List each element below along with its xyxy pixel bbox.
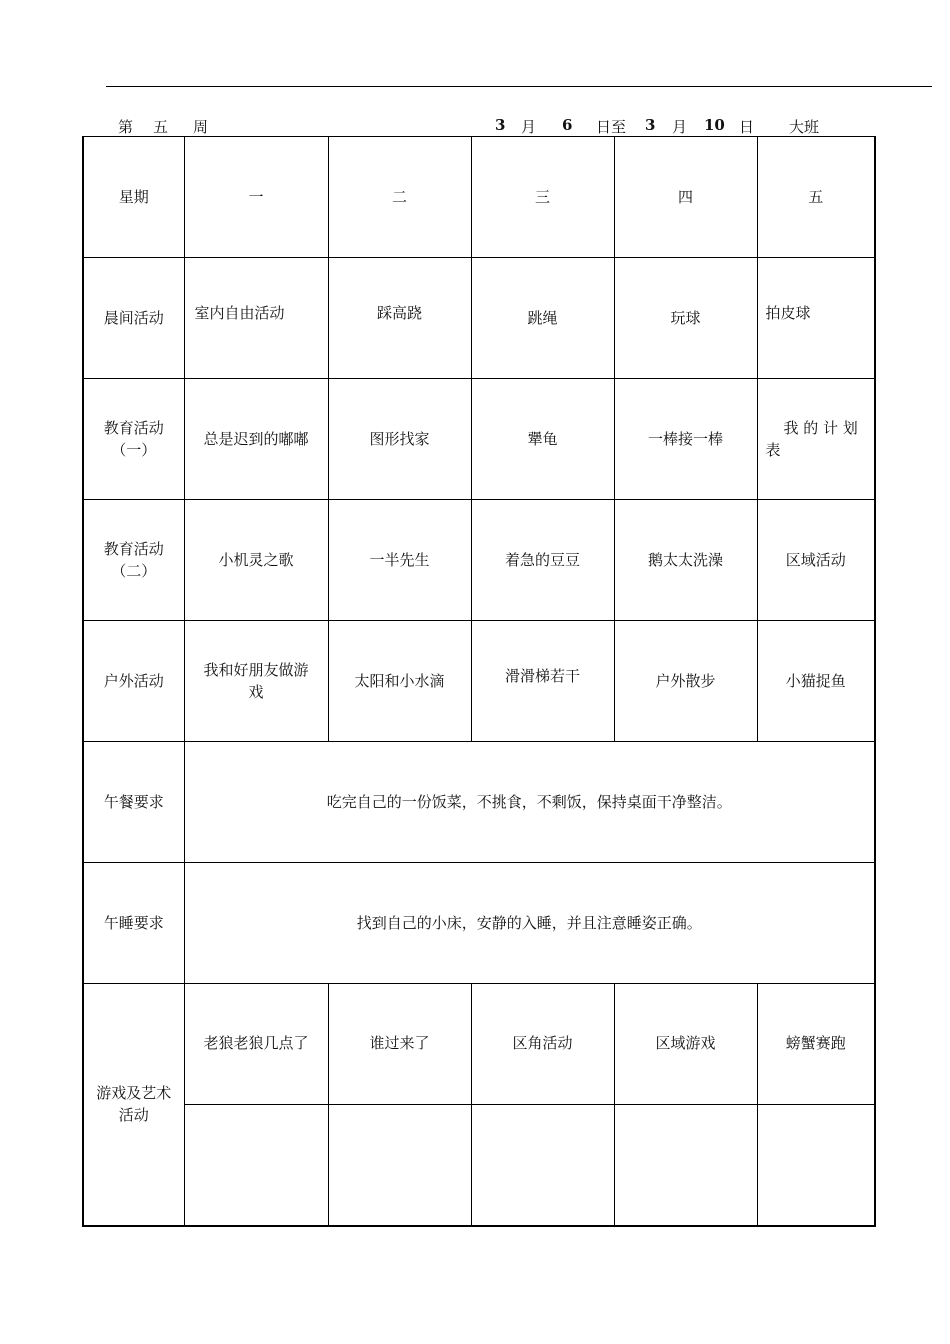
edu1-tue: 图形找家 [328,379,471,500]
edu2-tue: 一半先生 [328,500,471,621]
games-label: 游戏及艺术活动 [83,984,184,1226]
nap-row [83,863,875,984]
day-char: 日 [739,118,755,136]
month-char-1: 月 [521,118,537,136]
outdoor-mon: 我和好朋友做游戏 [184,621,328,742]
games-empty-mon [184,1105,328,1226]
morning-thu: 玩球 [614,258,757,379]
edu1-thu: 一棒接一棒 [614,379,757,500]
games-row [83,984,875,1105]
games-empty-thu [614,1105,757,1226]
top-rule [106,86,932,87]
edu1-row [83,379,875,500]
games-empty-fri [757,1105,875,1226]
edu1-fri-line2: 表 [765,441,781,459]
edu2-label-line1: 教育活动 [103,540,164,558]
games-tue: 谁过来了 [328,984,471,1105]
outdoor-thu: 户外散步 [614,621,757,742]
edu1-label-line2: （一） [111,441,157,459]
outdoor-row [83,621,875,742]
weekday-row [83,137,875,258]
outdoor-label: 户外活动 [83,621,184,742]
end-day: 10 [704,116,725,134]
edu2-fri: 区域活动 [757,500,875,621]
edu1-fri [757,379,875,500]
day-to: 日至 [596,118,627,136]
start-month: 3 [495,116,506,134]
weekday-tue: 二 [328,137,471,258]
week-char-2: 五 [153,118,169,136]
games-empty-tue [328,1105,471,1226]
weekday-header: 星期 [83,137,184,258]
games-mon: 老狼老狼几点了 [184,984,328,1105]
edu1-label-line1: 教育活动 [103,419,164,437]
weekday-thu: 四 [614,137,757,258]
weekly-plan-table [82,136,876,1227]
edu2-label [83,500,184,621]
morning-tue: 踩高跷 [328,258,471,379]
nap-label: 午睡要求 [83,863,184,984]
outdoor-fri: 小猫捉鱼 [757,621,875,742]
month-char-2: 月 [672,118,688,136]
games-fri: 螃蟹赛跑 [757,984,875,1105]
week-char-3: 周 [193,118,209,136]
weekday-fri: 五 [757,137,875,258]
edu2-row [83,500,875,621]
class-name: 大班 [789,118,820,136]
week-char-1: 第 [118,118,134,136]
morning-label: 晨间活动 [83,258,184,379]
morning-mon: 室内自由活动 [184,258,328,379]
edu2-thu: 鹅太太洗澡 [614,500,757,621]
weekday-mon: 一 [184,137,328,258]
edu1-wed: 犟龟 [471,379,614,500]
morning-fri: 拍皮球 [757,258,875,379]
morning-wed: 跳绳 [471,258,614,379]
start-day: 6 [562,116,573,134]
outdoor-tue: 太阳和小水滴 [328,621,471,742]
edu2-wed: 着急的豆豆 [471,500,614,621]
lunch-text: 吃完自己的一份饭菜，不挑食，不剩饭，保持桌面干净整洁。 [184,742,875,863]
games-empty-wed [471,1105,614,1226]
morning-row [83,258,875,379]
edu2-mon: 小机灵之歌 [184,500,328,621]
lunch-row [83,742,875,863]
edu1-fri-line1: 我 的 计 划 [783,419,858,437]
outdoor-wed: 滑滑梯若干 [471,621,614,742]
games-thu: 区域游戏 [614,984,757,1105]
lunch-label: 午餐要求 [83,742,184,863]
edu1-mon: 总是迟到的嘟嘟 [184,379,328,500]
weekday-wed: 三 [471,137,614,258]
games-empty-row [83,1105,875,1226]
nap-text: 找到自己的小床，安静的入睡，并且注意睡姿正确。 [184,863,875,984]
edu1-label [83,379,184,500]
edu2-label-line2: （二） [111,562,157,580]
games-wed: 区角活动 [471,984,614,1105]
end-month: 3 [645,116,656,134]
